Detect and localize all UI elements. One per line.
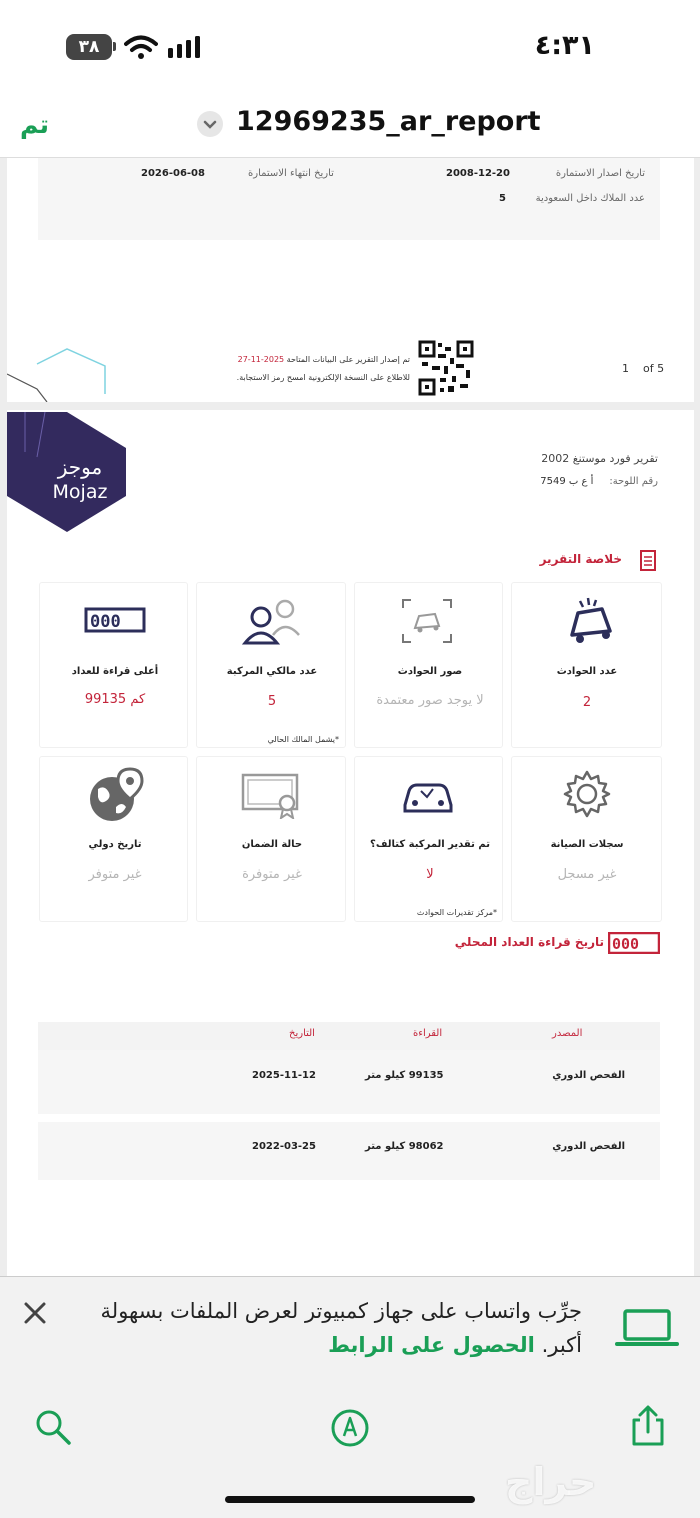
title-menu-button[interactable] — [197, 111, 223, 137]
decorative-hexagon-lines — [7, 344, 107, 402]
markup-pen-icon[interactable] — [330, 1408, 370, 1448]
promo-message: جرِّب واتساب على جهاز كمبيوتر لعرض الملفات بسهولة أكبر. — [100, 1299, 582, 1357]
tile-title: أعلى قراءة للعداد — [71, 666, 159, 677]
plate-row — [540, 476, 658, 487]
column-header-source: المصدر — [552, 1028, 583, 1039]
plate-value: أ ع ب 7549 — [540, 476, 594, 487]
battery-tip — [113, 42, 116, 51]
tile-warranty-status — [196, 756, 346, 922]
page-current: 1 — [622, 362, 629, 375]
plate-label: رقم اللوحة: — [609, 476, 658, 487]
close-icon[interactable] — [22, 1300, 48, 1326]
tile-value: 99135 كم — [84, 692, 146, 707]
odometer-history-title: تاريخ قراءة العداد المحلي — [454, 935, 604, 949]
tile-value: غير متوفر — [88, 867, 142, 882]
accident-photo-icon — [401, 598, 453, 644]
haraj-watermark: حراج — [505, 1460, 597, 1504]
report-issued-date: 2025-11-27 — [237, 355, 285, 364]
tile-value: غير متوفرة — [242, 867, 302, 882]
page-total: of 5 — [643, 362, 665, 375]
column-header-reading: القراءة — [413, 1028, 443, 1039]
tile-total-loss — [354, 756, 503, 922]
tile-note: *يشمل المالك الحالي — [267, 735, 339, 744]
issue-date-label: تاريخ اصدار الاستمارة — [555, 168, 645, 179]
tile-title: سجلات الصيانة — [550, 839, 624, 850]
tile-value: لا — [426, 867, 434, 882]
tile-value: غير مسجل — [557, 867, 617, 882]
row-reading: 99135 كيلو متر — [365, 1070, 444, 1081]
owners-in-saudi-label: عدد الملاك داخل السعودية — [535, 193, 645, 204]
qr-code-icon[interactable] — [418, 340, 474, 396]
report-vehicle-title: تقرير فورد موستنغ 2002 — [541, 452, 658, 465]
page-number — [622, 362, 664, 375]
row-date: 2022-03-25 — [252, 1141, 316, 1152]
tile-maintenance-records — [511, 756, 662, 922]
issue-date-value: 2008-12-20 — [446, 168, 510, 179]
get-link-button[interactable]: الحصول على الرابط — [328, 1333, 535, 1357]
expiry-date-label: تاريخ انتهاء الاستمارة — [248, 168, 334, 179]
tile-accident-photos — [354, 582, 503, 748]
svg-text:000: 000 — [90, 612, 121, 632]
battery-icon: ٣٨ — [66, 34, 112, 60]
tile-title: تاريخ دولي — [88, 839, 142, 850]
warranty-certificate-icon — [241, 771, 301, 819]
odometer-history-icon — [608, 932, 660, 954]
laptop-icon — [615, 1308, 679, 1348]
cellular-signal-icon — [166, 34, 206, 60]
table-row — [38, 1050, 660, 1114]
row-source: الفحص الدوري — [552, 1070, 625, 1081]
tile-note: *مركز تقديرات الحوادث — [416, 908, 497, 917]
report-issued-note — [218, 355, 410, 364]
tile-value: لا يوجد صور معتمدة — [376, 693, 484, 708]
row-reading: 98062 كيلو متر — [365, 1141, 444, 1152]
report-issued-label: تم إصدار التقرير على البيانات المتاحة — [286, 355, 410, 364]
tile-value: 5 — [267, 694, 277, 709]
clock: ٤:٣١ — [534, 30, 595, 61]
tile-title: عدد مالكي المركبة — [226, 666, 318, 677]
search-icon[interactable] — [34, 1408, 72, 1446]
promo-text — [62, 1294, 582, 1362]
tile-value: 2 — [582, 695, 592, 710]
logo-arabic-text: موجز — [57, 455, 103, 479]
column-header-date: التاريخ — [289, 1028, 315, 1039]
summary-section-title: خلاصة التقرير — [539, 552, 622, 566]
home-indicator[interactable] — [225, 1496, 475, 1503]
odometer-icon — [84, 607, 146, 633]
gear-icon — [562, 769, 612, 819]
row-date: 2025-11-12 — [252, 1070, 316, 1081]
wifi-icon — [124, 34, 158, 60]
done-button[interactable]: تم — [20, 110, 49, 139]
tile-title: تم تقدير المركبة كتالف؟ — [370, 839, 490, 850]
tile-owner-count — [196, 582, 346, 748]
tile-highest-odometer — [39, 582, 188, 748]
tile-title: صور الحوادث — [397, 666, 463, 677]
expiry-date-value: 2026-06-08 — [141, 168, 205, 179]
tile-title: عدد الحوادث — [556, 666, 618, 677]
row-source: الفحص الدوري — [552, 1141, 625, 1152]
chevron-down-icon — [197, 111, 223, 137]
owners-in-saudi-value: 5 — [499, 193, 506, 204]
globe-pin-icon — [86, 767, 146, 825]
report-document-icon — [638, 549, 658, 573]
tile-title: حالة الضمان — [241, 839, 303, 850]
tile-accident-count — [511, 582, 662, 748]
share-icon[interactable] — [628, 1404, 668, 1448]
odometer-history-digits: 000 — [612, 935, 640, 953]
document-title: 12969235_ar_report — [236, 106, 541, 137]
tile-international-history — [39, 756, 188, 922]
car-crash-icon — [560, 595, 616, 651]
qr-instruction: للاطلاع على النسخة الإلكترونية امسح رمز الاستجابة. — [236, 373, 410, 382]
owners-icon — [241, 597, 303, 647]
damaged-car-icon — [401, 779, 455, 817]
logo-english-text: Mojaz — [52, 481, 108, 503]
